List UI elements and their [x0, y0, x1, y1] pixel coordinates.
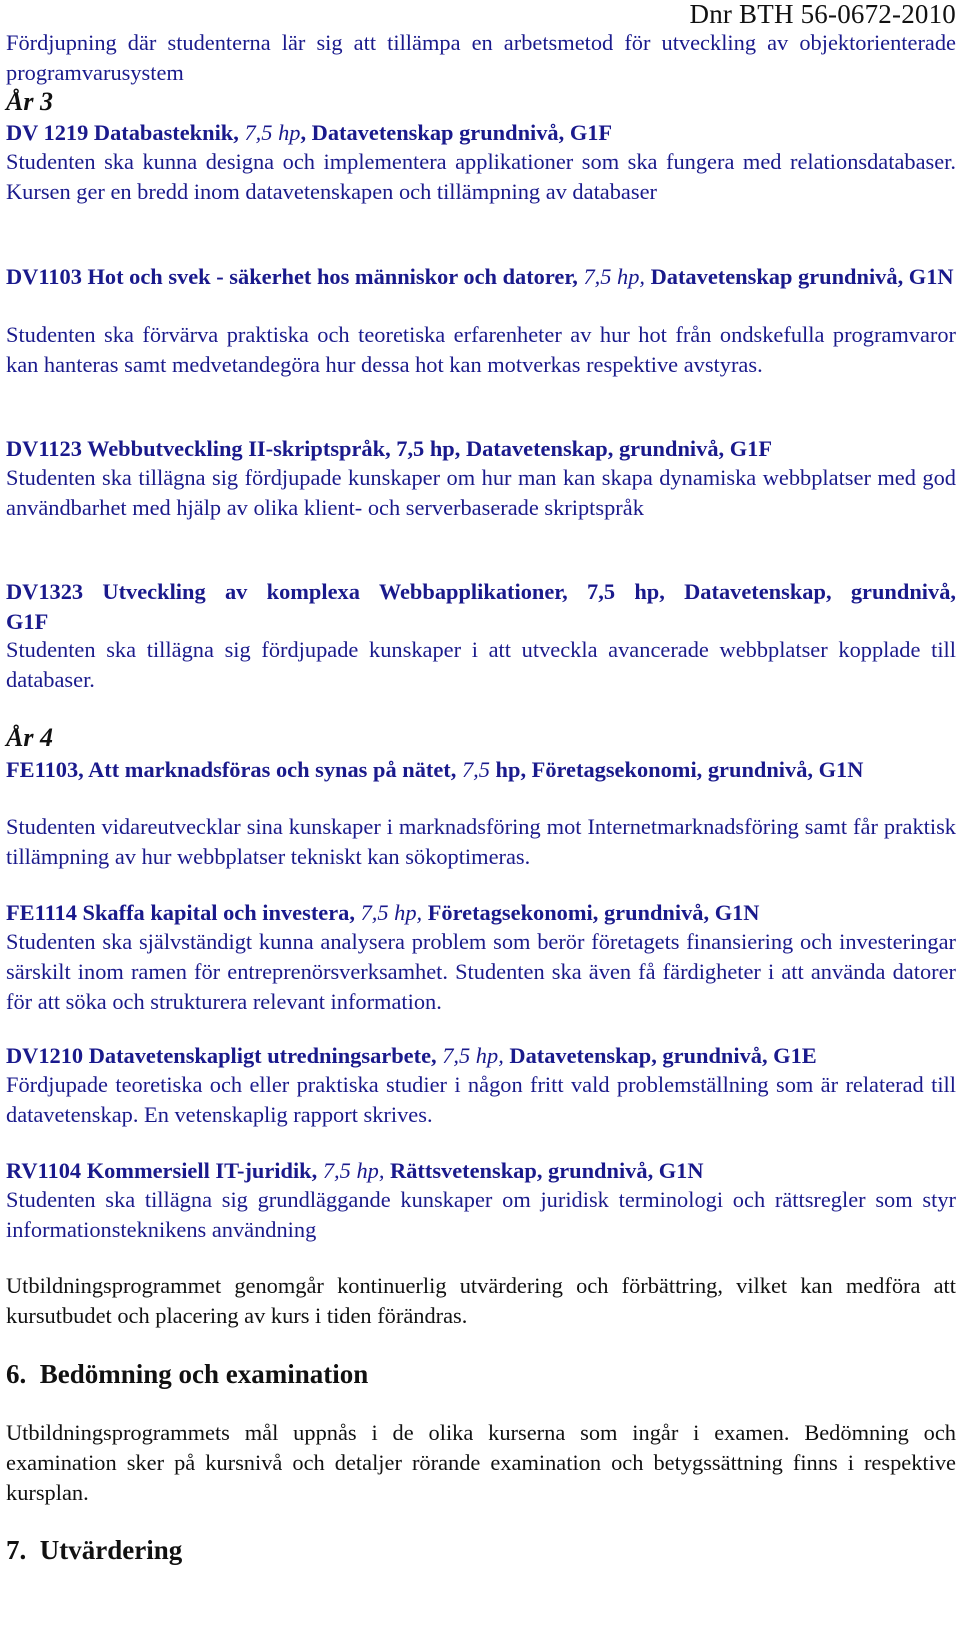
section-number: 7.	[6, 1535, 27, 1565]
course-desc-fe1103: Studenten vidareutvecklar sina kunskaper i marknadsföring mot Internetmarknadsföring samt får praktisk tillämpning av hur webbplatser tekniskt kan sökoptimeras.	[6, 814, 956, 869]
course-credits: 7,5 hp,	[322, 1158, 385, 1183]
course-desc-dv1219: Studenten ska kunna designa och implementera applikationer som ska fungera med relationsdatabaser. Kursen ger en bredd inom datavetenskapen och tillämpning av databaser	[6, 149, 956, 204]
course-code-name: RV1104 Kommersiell IT-juridik,	[6, 1158, 318, 1183]
course-title-dv1210	[6, 1041, 956, 1071]
course-title-rv1104	[6, 1156, 956, 1186]
section-number: 6.	[6, 1359, 27, 1389]
course-desc-dv1323: Studenten ska tillägna sig fördjupade kunskaper i att utveckla avancerade webbplatser kopplade till databaser.	[6, 637, 956, 692]
section-title: Utvärdering	[39, 1535, 183, 1565]
document-number: Dnr BTH 56-0672-2010	[689, 0, 956, 29]
course-subject-level: Företagsekonomi, grundnivå, G1N	[422, 900, 760, 925]
year-4-heading: År 4	[6, 723, 53, 752]
intro-paragraph: Fördjupning där studenterna lär sig att tillämpa en arbetsmetod för utveckling av objektorienterade programvarusystem	[6, 30, 956, 85]
course-title-dv1123: DV1123 Webbutveckling II-skriptspråk, 7,5 hp, Datavetenskap, grundnivå, G1F	[6, 436, 772, 461]
section-7-heading	[6, 1534, 956, 1566]
course-desc-dv1123: Studenten ska tillägna sig fördjupade kunskaper om hur man kan skapa dynamiska webbplatser med god användbarhet med hjälp av olika klient- och serverbaserade skriptspråk	[6, 465, 956, 520]
course-subject-level: hp, Företagsekonomi, grundnivå, G1N	[489, 757, 864, 782]
course-desc-dv1103: Studenten ska förvärva praktiska och teoretiska erfarenheter av hur hot från ondskefulla programvaror kan hanteras samt medvetandegöra hur dessa hot kan motverkas respektive avstyras.	[6, 322, 956, 377]
course-code-name: DV 1219 Databasteknik,	[6, 120, 239, 145]
course-title-dv1323: DV1323 Utveckling av komplexa Webbapplikationer, 7,5 hp, Datavetenskap, grundnivå, G1F	[6, 579, 956, 634]
course-credits: 7,5	[461, 757, 490, 782]
course-subject-level: Datavetenskap, grundnivå, G1E	[503, 1043, 817, 1068]
course-title-dv1219	[6, 118, 956, 148]
course-title-dv1103	[6, 262, 956, 292]
section-title: Bedömning och examination	[39, 1359, 369, 1389]
course-code-name: DV1210 Datavetenskapligt utredningsarbete,	[6, 1043, 437, 1068]
course-title-fe1103	[6, 755, 956, 785]
course-desc-rv1104: Studenten ska tillägna sig grundläggande kunskaper om juridisk terminologi och rättsregler som styr informationsteknikens användning	[6, 1187, 956, 1242]
course-subject-level: , Datavetenskap grundnivå, G1F	[300, 120, 613, 145]
year-3-heading: År 3	[6, 87, 53, 116]
course-code-name: FE1103, Att marknadsföras och synas på nätet,	[6, 757, 457, 782]
course-credits: 7,5 hp,	[442, 1043, 504, 1068]
evaluation-note: Utbildningsprogrammet genomgår kontinuerlig utvärdering och förbättring, vilket kan medföra att kursutbudet och placering av kurs i tiden förändras.	[6, 1273, 956, 1328]
course-code-name: DV1103 Hot och svek - säkerhet hos människor och datorer,	[6, 264, 578, 289]
course-code-name: FE1114 Skaffa kapital och investera,	[6, 900, 355, 925]
course-desc-dv1210: Fördjupade teoretiska och eller praktiska studier i någon fritt vald problemställning som är relaterad till datavetenskap. En vetenskaplig rapport skrives.	[6, 1072, 956, 1127]
course-subject-level: Rättsvetenskap, grundnivå, G1N	[384, 1158, 704, 1183]
course-credits: 7,5 hp,	[360, 900, 423, 925]
course-credits: 7,5 hp	[244, 120, 301, 145]
course-title-fe1114	[6, 898, 956, 928]
course-subject-level: Datavetenskap grundnivå, G1N	[645, 264, 954, 289]
course-credits: 7,5 hp,	[583, 264, 646, 289]
course-desc-fe1114: Studenten ska självständigt kunna analysera problem som berör företagets finansiering och investeringar särskilt inom ramen för entreprenörsverksamhet. Studenten ska även få färdigheter i att använda datorer för att söka och strukturera relevant information.	[6, 929, 956, 1014]
section-6-text: Utbildningsprogrammets mål uppnås i de olika kurserna som ingår i examen. Bedömning och examination sker på kursnivå och detaljer rörande examination och betygssättning finns i respektive kursplan.	[6, 1420, 956, 1505]
section-6-heading	[6, 1358, 956, 1390]
